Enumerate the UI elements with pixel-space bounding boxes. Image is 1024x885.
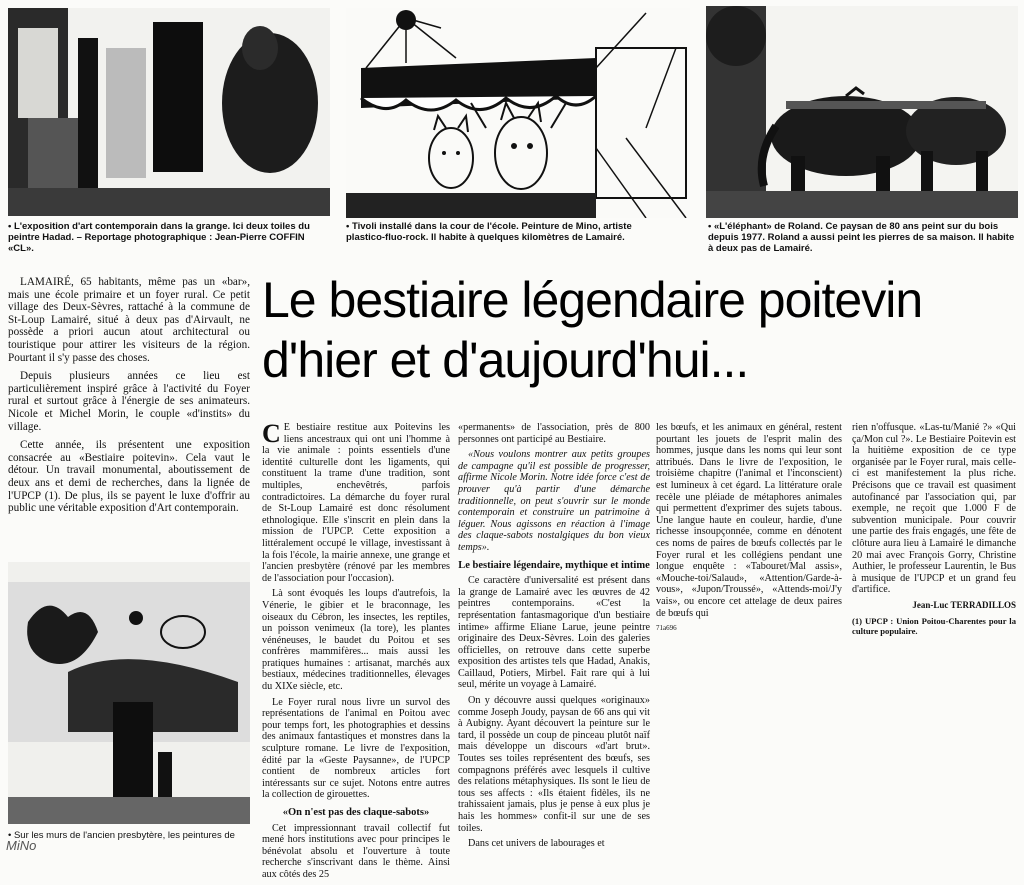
headline-line-1: Le bestiaire légendaire poitevin (262, 272, 923, 328)
photo-exhibition-barn (8, 8, 330, 216)
photo-tivoli-painting (346, 8, 690, 218)
intro-paragraph: Cette année, ils présentent une exposition consacrée au «Bestiaire poitevin». Cela vaut le détour. Un travail monumental, aboutissement de deux ans et demi de recherches, dans la lignée de l'UPCP (1). De plus, ils se payent le luxe d'offrir au public une véritable exposition d'Art contemporain. (8, 439, 250, 515)
footnote: (1) UPCP : Union Poitou-Charentes pour la culture populaire. (852, 615, 1016, 636)
column-paragraph: rien n'offusque. «Las-tu/Manié ?» «Qui ça/Mon cul ?». Le Bestiaire Poitevin est la huitième exposition de ce type organisée par le Foyer rural, mais celle-ci est manifestement la plus riche. Précisons que ce travail est quasiment autofinancé par l'association qui, par exemple, ne reçoit que 1.000 F de subvention municipale. Pour couvrir une partie des frais engagés, une fête de clôture aura lieu à Lamairé le dimanche 20 mai avec François Gorry, Christine Authier, le professeur Laurentin, le Bus à musique de l'UPCP et un grand feu d'artifice. (852, 422, 1016, 596)
caption-photo-elephant: • «L'éléphant» de Roland. Ce paysan de 80 ans peint sur du bois depuis 1977. Roland a aussi peint les pierres de sa maison. Il habite à deux pas de Lamairé. (708, 221, 1015, 254)
subheading: Le bestiaire légendaire, mythique et intime (458, 559, 650, 571)
column-paragraph: Dans cet univers de labourages et (468, 838, 605, 850)
photo-presbytery-walls (8, 562, 250, 824)
subheading: «On n'est pas des claque-sabots» (282, 807, 430, 818)
column-paragraph: E bestiaire restitue aux Poitevins les liens ancestraux qui ont uni l'homme à la vie animale : points essentiels d'une identité culturelle dont les ligaments, qui constituent la trame d'une tradition, sont multiples, enchevêtrés, parfois contradictoires. La démarche du foyer rural de St-Loup Lamairé est donc résolument ethnologique. Elle s'inscrit en plein dans la mission de l'UPCP. Cette exposition a littéralement occupé le village, investissant à la fois l'école, la mairie annexe, une grange et l'ancien presbytère (rénové par les membres de l'association pour l'occasion). (262, 422, 450, 584)
article-column-1 (262, 419, 450, 885)
article-column-4 (852, 422, 1016, 640)
drop-cap: C (262, 419, 281, 448)
caption-photo-tivoli: • Tivoli installé dans la cour de l'école. Peinture de Mino, artiste plastico-fluo-rock. Il habite à quelques kilomètres de Lamairé. (346, 221, 632, 243)
column-paragraph: «Nous voulons montrer aux petits groupes de campagne qu'il est possible de progresser, affirme Nicole Morin. Notre idée force c'est de prouver qu'à partir d'une démarche traditionnelle, on peut s'ouvrir sur le monde contemporain et construire un patrimoine à léguer. Nous agissons en réaction à l'image des claque-sabots nostalgiques du bon vieux temps». (458, 449, 650, 553)
column-paragraph: Là sont évoqués les loups d'autrefois, la Vénerie, le gibier et le braconnage, les oiseaux du Cébron, les insectes, les reptiles, un poisson venimeux (la tore), les plantes vénéneuses, le baudet du Poitou et ses confrères mammifères... mais aussi les pratiques humaines : artisanat, marchés aux bestiaux, médecines traditionnelles, élevages du XIXe siècle, etc. (262, 588, 450, 693)
print-code: 71a696 (656, 624, 677, 633)
column-paragraph: Ce caractère d'universalité est présent dans la grange de Lamairé avec les œuvres de 42 peintres contemporains. «C'est la représentation fantasmagorique d'un bestiaire intime» affirme Eliane Larue, jeune peintre originaire des Deux-Sèvres. Loin des galeries officielles, on retrouve dans cette superbe exposition des artistes tels que Hadad, Anakis, Caillaud, Potiers, Mirbel. Fait rare qui à lui seul, mérite un voyage à Lamairé. (458, 575, 650, 691)
article-headline (262, 270, 962, 390)
intro-paragraph: Depuis plusieurs années ce lieu est particulièrement inspiré grâce à l'activité du Foyer rural et surtout grâce à l'énergie de ses animateurs. Nicole et Michel Morin, le couple «d'instits» du village. (8, 370, 250, 433)
author-signature: Jean-Luc TERRADILLOS (912, 599, 1016, 610)
headline-line-2: d'hier et d'aujourd'hui... (262, 332, 749, 388)
article-column-3 (656, 422, 842, 639)
column-paragraph: Cet impressionnant travail collectif fut mené hors institutions avec pour principes le bénévolat absolu et l'ouverture à toute recherche s'inscrivant dans le thème. Ainsi aux côtés des 25 (262, 822, 450, 880)
column-paragraph: «permanents» de l'association, près de 800 personnes ont participé au Bestiaire. (458, 422, 650, 445)
caption-photo-presbytery: • Sur les murs de l'ancien presbytère, les peintures de (8, 830, 235, 841)
article-column-2 (458, 422, 650, 854)
photo-roland-elephant (706, 6, 1018, 218)
article-intro (8, 276, 250, 521)
column-paragraph: Le Foyer rural nous livre un survol des représentations de l'animal en Poitou avec pour temps fort, les photographies et dessins des animaux fantastiques et monstres dans la sculpture romane. Le livre de l'exposition, édité par la «Geste Paysanne», de l'UPCP contient de nombreux articles fort intéressants sur ce sujet. Notons entre autres la collection de girouettes. (262, 696, 450, 801)
column-paragraph: les bœufs, et les animaux en général, restent pourtant les jouets de l'esprit malin des hommes, jusque dans les noms qui leur sont attribués. Dans le livre de l'exposition, le troisième chapitre (l'animal et l'inconscient) est lumineux à cet égard. La littérature orale recèle une pléiade de métaphores animales qui permettent d'exprimer des sujets tabous. Une langue haute en couleur, hardie, d'une richesse insoupçonnée, comme en dénotent ces noms de paires de bœufs collectés par le Foyer rural et les collégiens pendant une longue enquête : «Tabouret/Mal assis», «Mouche-toi/Salaud», «Attention/Garde-à-vous», «Jupon/Troussé», «Attends-moi/J'y vais», ou encore cet attelage de deux paires de bœufs qui (656, 422, 842, 619)
caption-photo-exhibition: • L'exposition d'art contemporain dans la grange. Ici deux toiles du peintre Hadad. – Reportage photographique : Jean-Pierre COFFIN «CL». (8, 221, 310, 254)
column-paragraph: On y découvre aussi quelques «originaux» comme Joseph Joudy, paysan de 66 ans qui vit à Aubigny. Ayant découvert la peinture sur le tard, il possède un coup de pinceau plutôt naïf mais développe un discours «d'art brut». Toutes ses toiles représentent des bœufs, ses compagnons préférés avec lesquels il cultive des relations métaphysiques. Ils sont le lieu de tous ses affects : «Ils étaient fidèles, ils ne trahissaient jamais, plus je pense à eux plus je hais les hommes» confit-il sur une de ses toiles. (458, 695, 650, 834)
corner-signature: MiNo (6, 838, 37, 853)
intro-paragraph: LAMAIRÉ, 65 habitants, même pas un «bar», mais une école primaire et un foyer rural. Ce petit village des Deux-Sèvres, rattaché à la commune de St-Loup Lamairé, situé à deux pas d'Airvault, ne possède a priori aucun atout architectural ou touristique pour attirer les visiteurs de la région. Pourtant il s'y passe des choses. (8, 276, 250, 364)
